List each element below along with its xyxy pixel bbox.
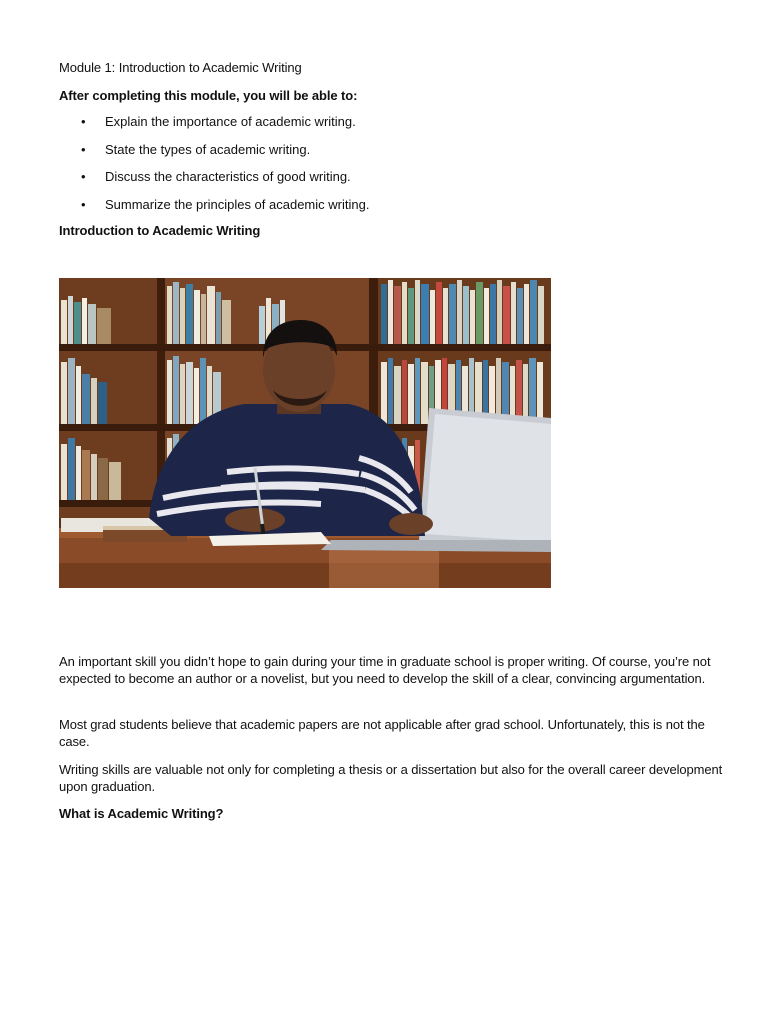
objectives-list (59, 113, 369, 223)
list-item (59, 168, 369, 196)
objective-text: State the types of academic writing. (105, 141, 311, 157)
student-library-photo (59, 278, 551, 588)
bullet-icon: • (81, 141, 86, 157)
section-heading: Introduction to Academic Writing (59, 223, 261, 238)
objective-text: Summarize the principles of academic writing. (105, 196, 370, 212)
list-item (59, 113, 369, 141)
list-item (59, 141, 369, 169)
paragraph: An important skill you didn’t hope to gain during your time in graduate school is proper writing. Of course, you’re not expected to become an author or a novelist, but you need to develop the skill of a clear, convincing argumentation. (59, 654, 711, 686)
objective-text: Discuss the characteristics of good writing. (105, 169, 351, 184)
objective-text: Explain the importance of academic writing. (105, 114, 356, 129)
objectives-heading: After completing this module, you will be able to: (59, 88, 358, 103)
module-title: Module 1: Introduction to Academic Writing (59, 60, 302, 75)
list-item (59, 196, 369, 224)
paragraph: Most grad students believe that academic papers are not applicable after grad school. Unfortunately, this is not the case. (59, 717, 705, 749)
bullet-icon: • (81, 169, 86, 184)
bullet-icon: • (81, 114, 86, 129)
subheading: What is Academic Writing? (59, 806, 224, 821)
bullet-icon: • (81, 196, 86, 212)
paragraph: Writing skills are valuable not only for completing a thesis or a dissertation but also for the overall career development upon graduation. (59, 762, 723, 794)
